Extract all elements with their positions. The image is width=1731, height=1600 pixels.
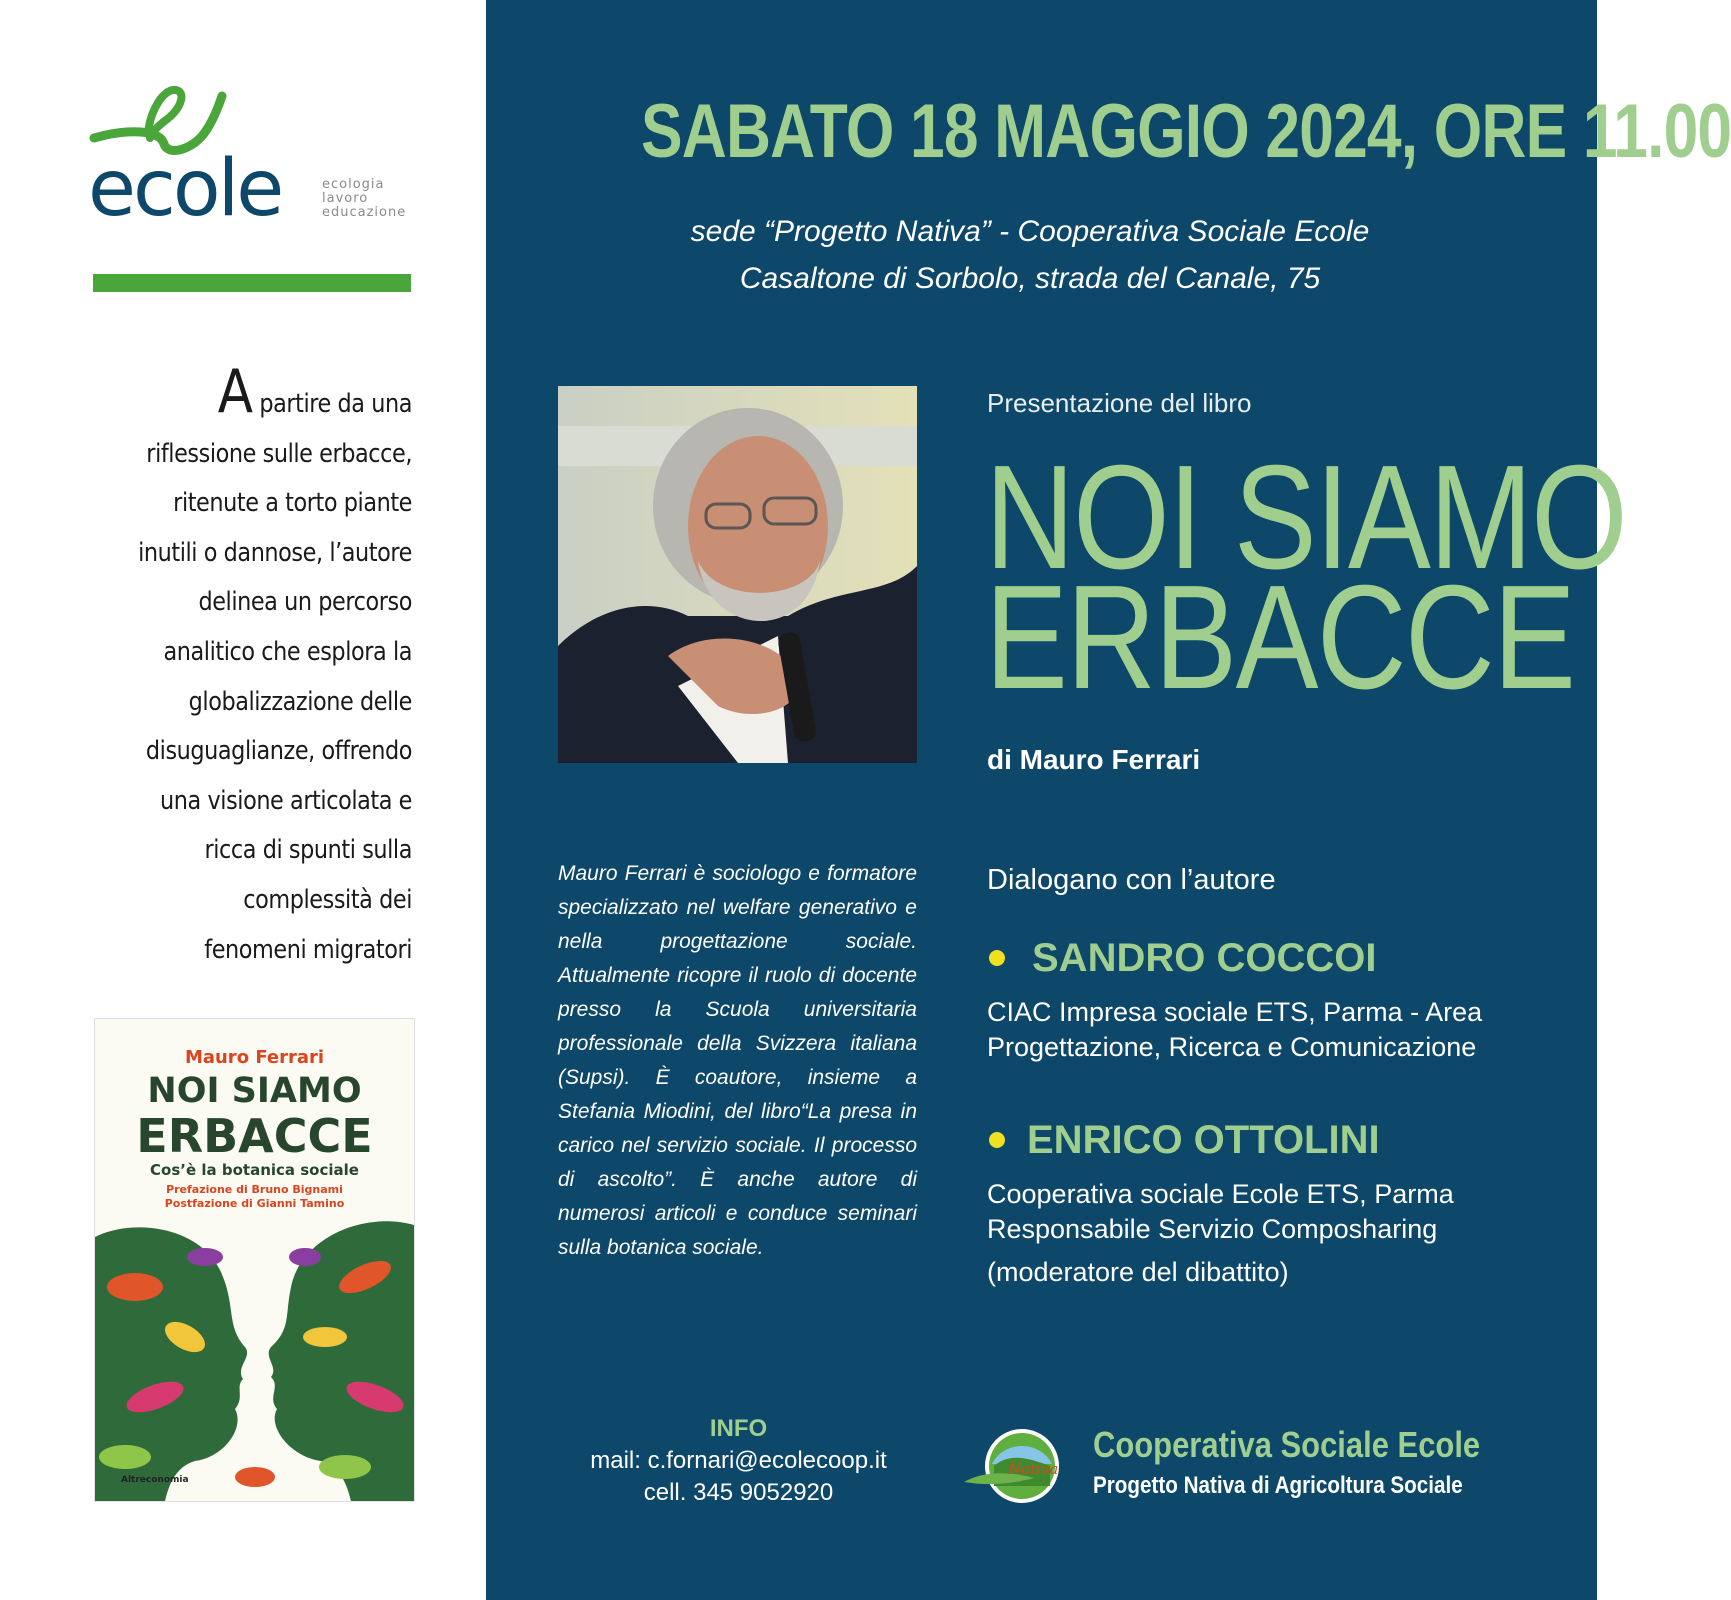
tagline-ecologia: ecologia <box>322 177 385 192</box>
author-bio: Mauro Ferrari è sociologo e formatore specializzato nel welfare generativo e nella progettazione sociale. Attualmente ricopre il ruolo di docente presso la Scuola universitaria professionale della Svizzera italiana (Supsi). È coautore, insieme a Stefania Miodini, del libro“La presa in carico nel servizio sociale. Il processo di ascolto”. È anche autore di numerosi articoli e conduce seminari sulla botanica sociale. <box>558 862 917 1259</box>
presentation-label: Presentazione del libro <box>987 388 1252 418</box>
green-accent-bar <box>93 274 411 292</box>
bullet-icon <box>989 950 1005 966</box>
cover-title-line1: NOI SIAMO <box>147 1071 362 1111</box>
book-title <box>985 435 1627 720</box>
ecole-logo <box>88 80 418 234</box>
guest-affiliation <box>987 1177 1527 1247</box>
guest-name <box>987 934 1527 982</box>
cover-preface: Prefazione di Bruno Bignami <box>166 1183 343 1196</box>
book-title-line1: NOI SIAMO <box>985 435 1627 600</box>
tagline-lavoro: lavoro <box>322 191 369 206</box>
guest-name <box>987 1116 1527 1164</box>
cover-title-line2: ERBACCE <box>136 1109 373 1163</box>
cover-publisher: Altreconomia <box>121 1475 189 1485</box>
tagline-educazione: educazione <box>322 205 407 220</box>
info-label: INFO <box>709 1415 768 1442</box>
quote-line: fenomeni migratori <box>204 934 412 965</box>
ecole-wordmark: ecole <box>88 144 282 234</box>
dialog-heading: Dialogano con l’autore <box>987 864 1276 896</box>
nativa-logo-text: Nativa <box>1008 1460 1059 1478</box>
guest-affiliation-line1: CIAC Impresa sociale ETS, Parma - Area <box>987 997 1483 1027</box>
quote-line: disuguaglianze, offrendo <box>145 736 412 767</box>
venue-line1: sede “Progetto Nativa” - Cooperativa Sociale Ecole <box>690 215 1370 248</box>
guest-affiliation-line2: Responsabile Servizio Composharing <box>987 1214 1438 1244</box>
guest-sandro <box>987 934 1527 1065</box>
book-byline: di Mauro Ferrari <box>987 744 1201 775</box>
guest-enrico <box>987 1116 1527 1288</box>
quote-line: complessità dei <box>243 884 412 915</box>
quote-line: globalizzazione delle <box>188 686 412 717</box>
venue-line2: Casaltone di Sorbolo, strada del Canale, 75 <box>739 262 1321 295</box>
info-phone[interactable]: cell. 345 9052920 <box>643 1479 834 1506</box>
event-date: SABATO 18 MAGGIO 2024, ORE 11.00 <box>641 89 1731 174</box>
quote-dropcap: A <box>217 357 253 427</box>
author-photo <box>558 386 917 763</box>
info-mail[interactable]: mail: c.fornari@ecolecoop.it <box>590 1447 887 1474</box>
book-cover <box>94 1018 415 1502</box>
guest-role: (moderatore del dibattito) <box>987 1257 1289 1287</box>
quote-line: analitico che esplora la <box>163 636 412 667</box>
guest-affiliation-line2: Progettazione, Ricerca e Comunicazione <box>987 1032 1477 1062</box>
quote-line: delinea un percorso <box>198 587 412 618</box>
cover-postface: Postfazione di Gianni Tamino <box>164 1197 345 1210</box>
guest-name-text: ENRICO OTTOLINI <box>1027 1118 1380 1162</box>
quote-line: ricca di spunti sulla <box>204 835 412 866</box>
quote-line: inutili o dannose, l’autore <box>138 537 412 568</box>
book-title-line2: ERBACCE <box>985 555 1575 720</box>
quote-line: una visione articolata e <box>160 785 412 816</box>
coop-subtitle: Progetto Nativa di Agricoltura Sociale <box>1093 1472 1463 1499</box>
cover-illustration <box>95 1217 414 1501</box>
bullet-icon <box>989 1132 1005 1148</box>
quote-line: ritenute a torto piante <box>173 488 412 519</box>
quote-line: riflessione sulle erbacce, <box>146 438 413 469</box>
guest-name-text: SANDRO COCCOI <box>1032 936 1377 980</box>
intro-quote <box>109 357 413 975</box>
guest-affiliation-line1: Cooperativa sociale Ecole ETS, Parma <box>987 1179 1454 1209</box>
cover-author: Mauro Ferrari <box>184 1047 325 1068</box>
event-venue <box>560 208 1500 302</box>
ecole-tagline <box>322 178 406 220</box>
quote-line: A partire da una <box>217 357 412 427</box>
guest-affiliation <box>987 995 1527 1065</box>
coop-name: Cooperativa Sociale Ecole <box>1093 1424 1481 1465</box>
nativa-logo-icon <box>964 1426 1066 1506</box>
panel-divider <box>486 0 492 1600</box>
cover-subtitle: Cos’è la botanica sociale <box>150 1161 359 1179</box>
author-portrait-image <box>558 386 917 763</box>
info-block <box>560 1413 917 1509</box>
